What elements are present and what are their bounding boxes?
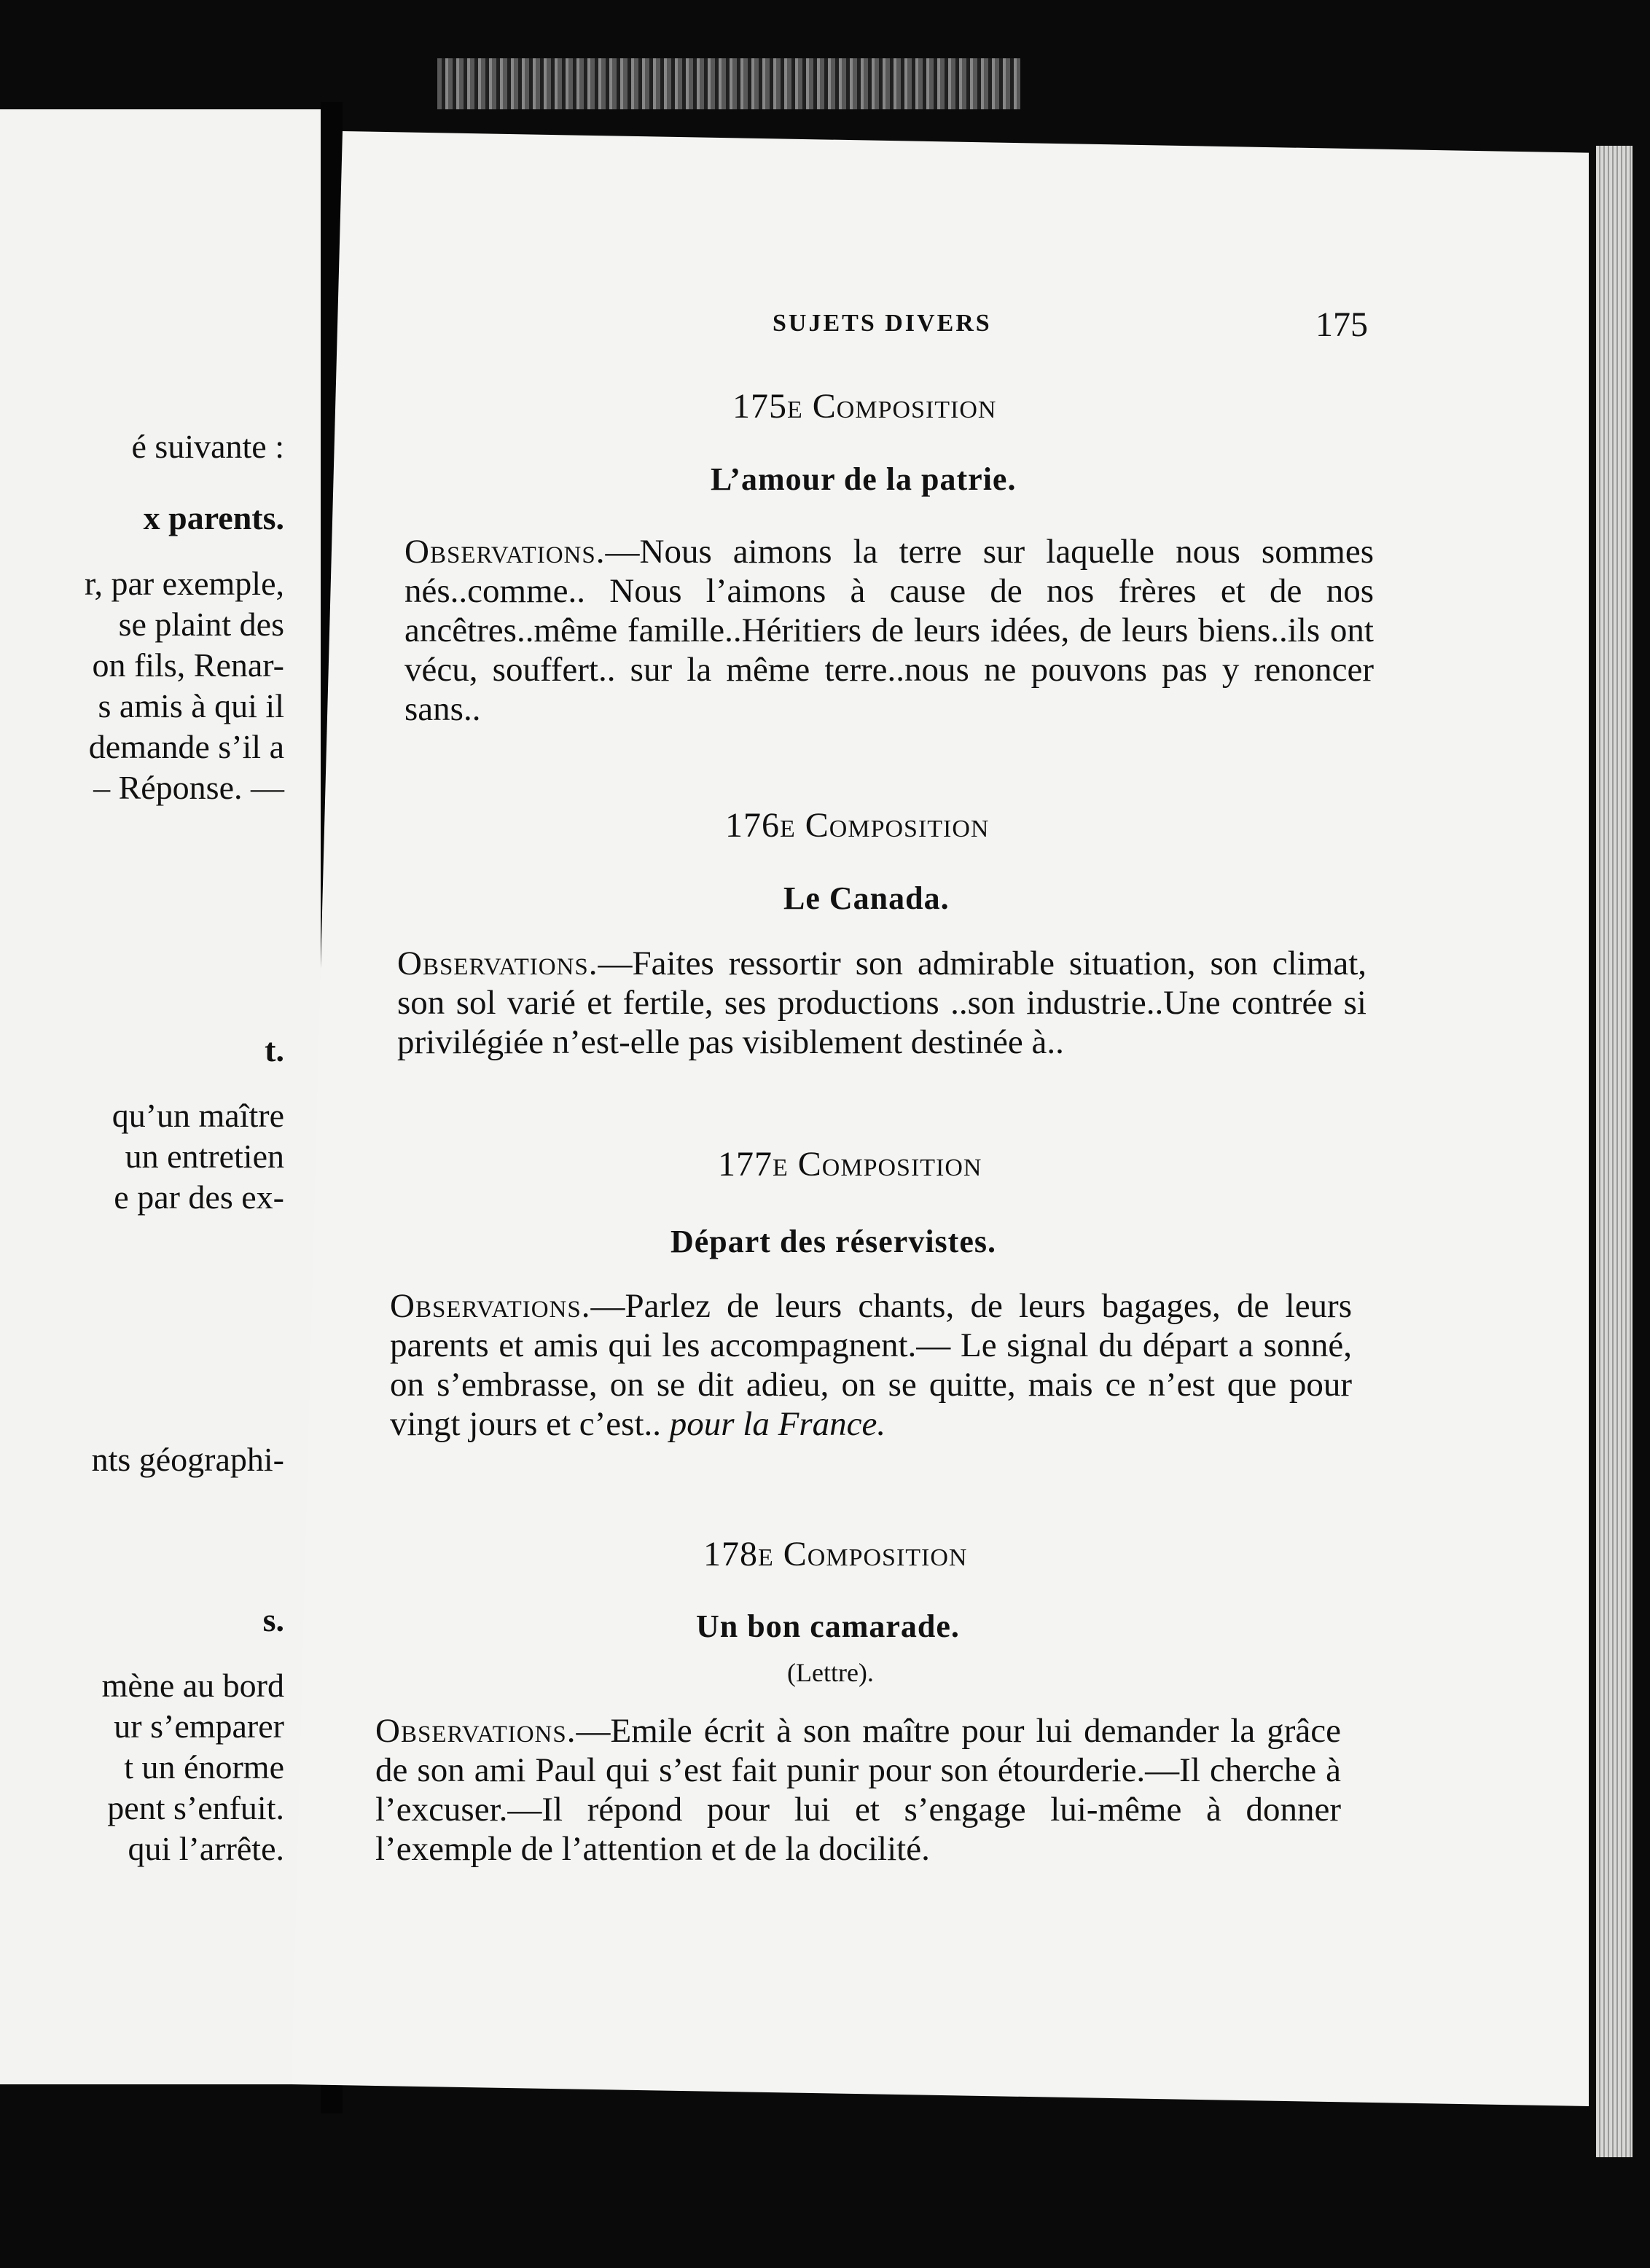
paragraph-body: —Faites ressortir son admirable situation, son climat, son sol varié et fertile, ses productions ..son industrie..Une contrée si privilégiée n’est-elle pas visiblement destinée à..: [397, 945, 1366, 1061]
left-line: s amis à qui il: [98, 687, 284, 724]
section-paragraph: [390, 1286, 1352, 1444]
left-page: [0, 109, 321, 2084]
section-paragraph: [375, 1711, 1341, 1869]
left-line: – Réponse. —: [93, 769, 284, 806]
observations-label: Observations.: [375, 1712, 576, 1750]
section-title: Départ des réservistes.: [670, 1224, 996, 1259]
left-line: qui l’arrête.: [128, 1830, 284, 1867]
paragraph-body: —Parlez de leurs chants, de leurs bagages, de leurs parents et amis qui les accompagnent.— Le signal du départ a sonné, on s’embrasse, on se dit adieu, on se quitte, mais ce n’est que pour vingt jours et c’est..: [390, 1287, 1352, 1443]
left-line: un entretien: [125, 1138, 284, 1175]
left-line: nts géographi-: [91, 1441, 284, 1478]
section-title: Un bon camarade.: [696, 1608, 960, 1644]
section-paragraph: [404, 532, 1374, 729]
section-paragraph: [397, 944, 1366, 1062]
left-line: r, par exemple,: [84, 565, 284, 602]
running-head: SUJETS DIVERS: [773, 310, 992, 337]
section-heading: 176e Composition: [725, 806, 990, 845]
page-edges: [1596, 146, 1633, 2157]
section-heading: 175e Composition: [732, 387, 997, 426]
left-line: se plaint des: [118, 606, 284, 643]
left-line: pent s’enfuit.: [107, 1789, 284, 1826]
section-title: L’amour de la patrie.: [711, 461, 1017, 497]
italic-phrase: pour la France.: [669, 1405, 886, 1443]
page-fragments-top: [437, 58, 1020, 109]
left-line: t.: [265, 1031, 284, 1068]
paragraph-body: —Emile écrit à son maître pour lui demander la grâce de son ami Paul qui s’est fait punir pour son étourderie.—Il cherche à l’excuser.—Il répond pour lui et s’engage lui-même à donner l’exemple de l’attention et de la docilité.: [375, 1712, 1341, 1868]
section-title: Le Canada.: [783, 880, 950, 916]
left-line: mène au bord: [101, 1667, 284, 1704]
paragraph-body: —Nous aimons la terre sur laquelle nous sommes nés..comme.. Nous l’aimons à cause de nos frères et de nos ancêtres..même famille..Héritiers de leurs idées, de leurs biens..ils ont vécu, souffert.. sur la même terre..nous ne pouvons pas y renoncer sans..: [404, 533, 1374, 728]
left-line: demande s’il a: [88, 728, 284, 765]
left-line: x parents.: [143, 499, 284, 536]
observations-label: Observations.: [397, 945, 598, 982]
section-subtitle: (Lettre).: [787, 1658, 874, 1687]
left-line: on fils, Renar-: [92, 646, 284, 684]
section-heading: 178e Composition: [703, 1535, 968, 1573]
observations-label: Observations.: [390, 1287, 591, 1325]
section-heading: 177e Composition: [718, 1145, 982, 1184]
left-line: qu’un maître: [112, 1097, 284, 1134]
left-line: ur s’emparer: [114, 1708, 284, 1745]
page-number: 175: [1315, 305, 1368, 344]
left-line: s.: [262, 1601, 284, 1638]
left-line: e par des ex-: [114, 1178, 284, 1216]
observations-label: Observations.: [404, 533, 606, 571]
left-line: t un énorme: [124, 1748, 284, 1786]
left-line: é suivante :: [131, 428, 284, 465]
